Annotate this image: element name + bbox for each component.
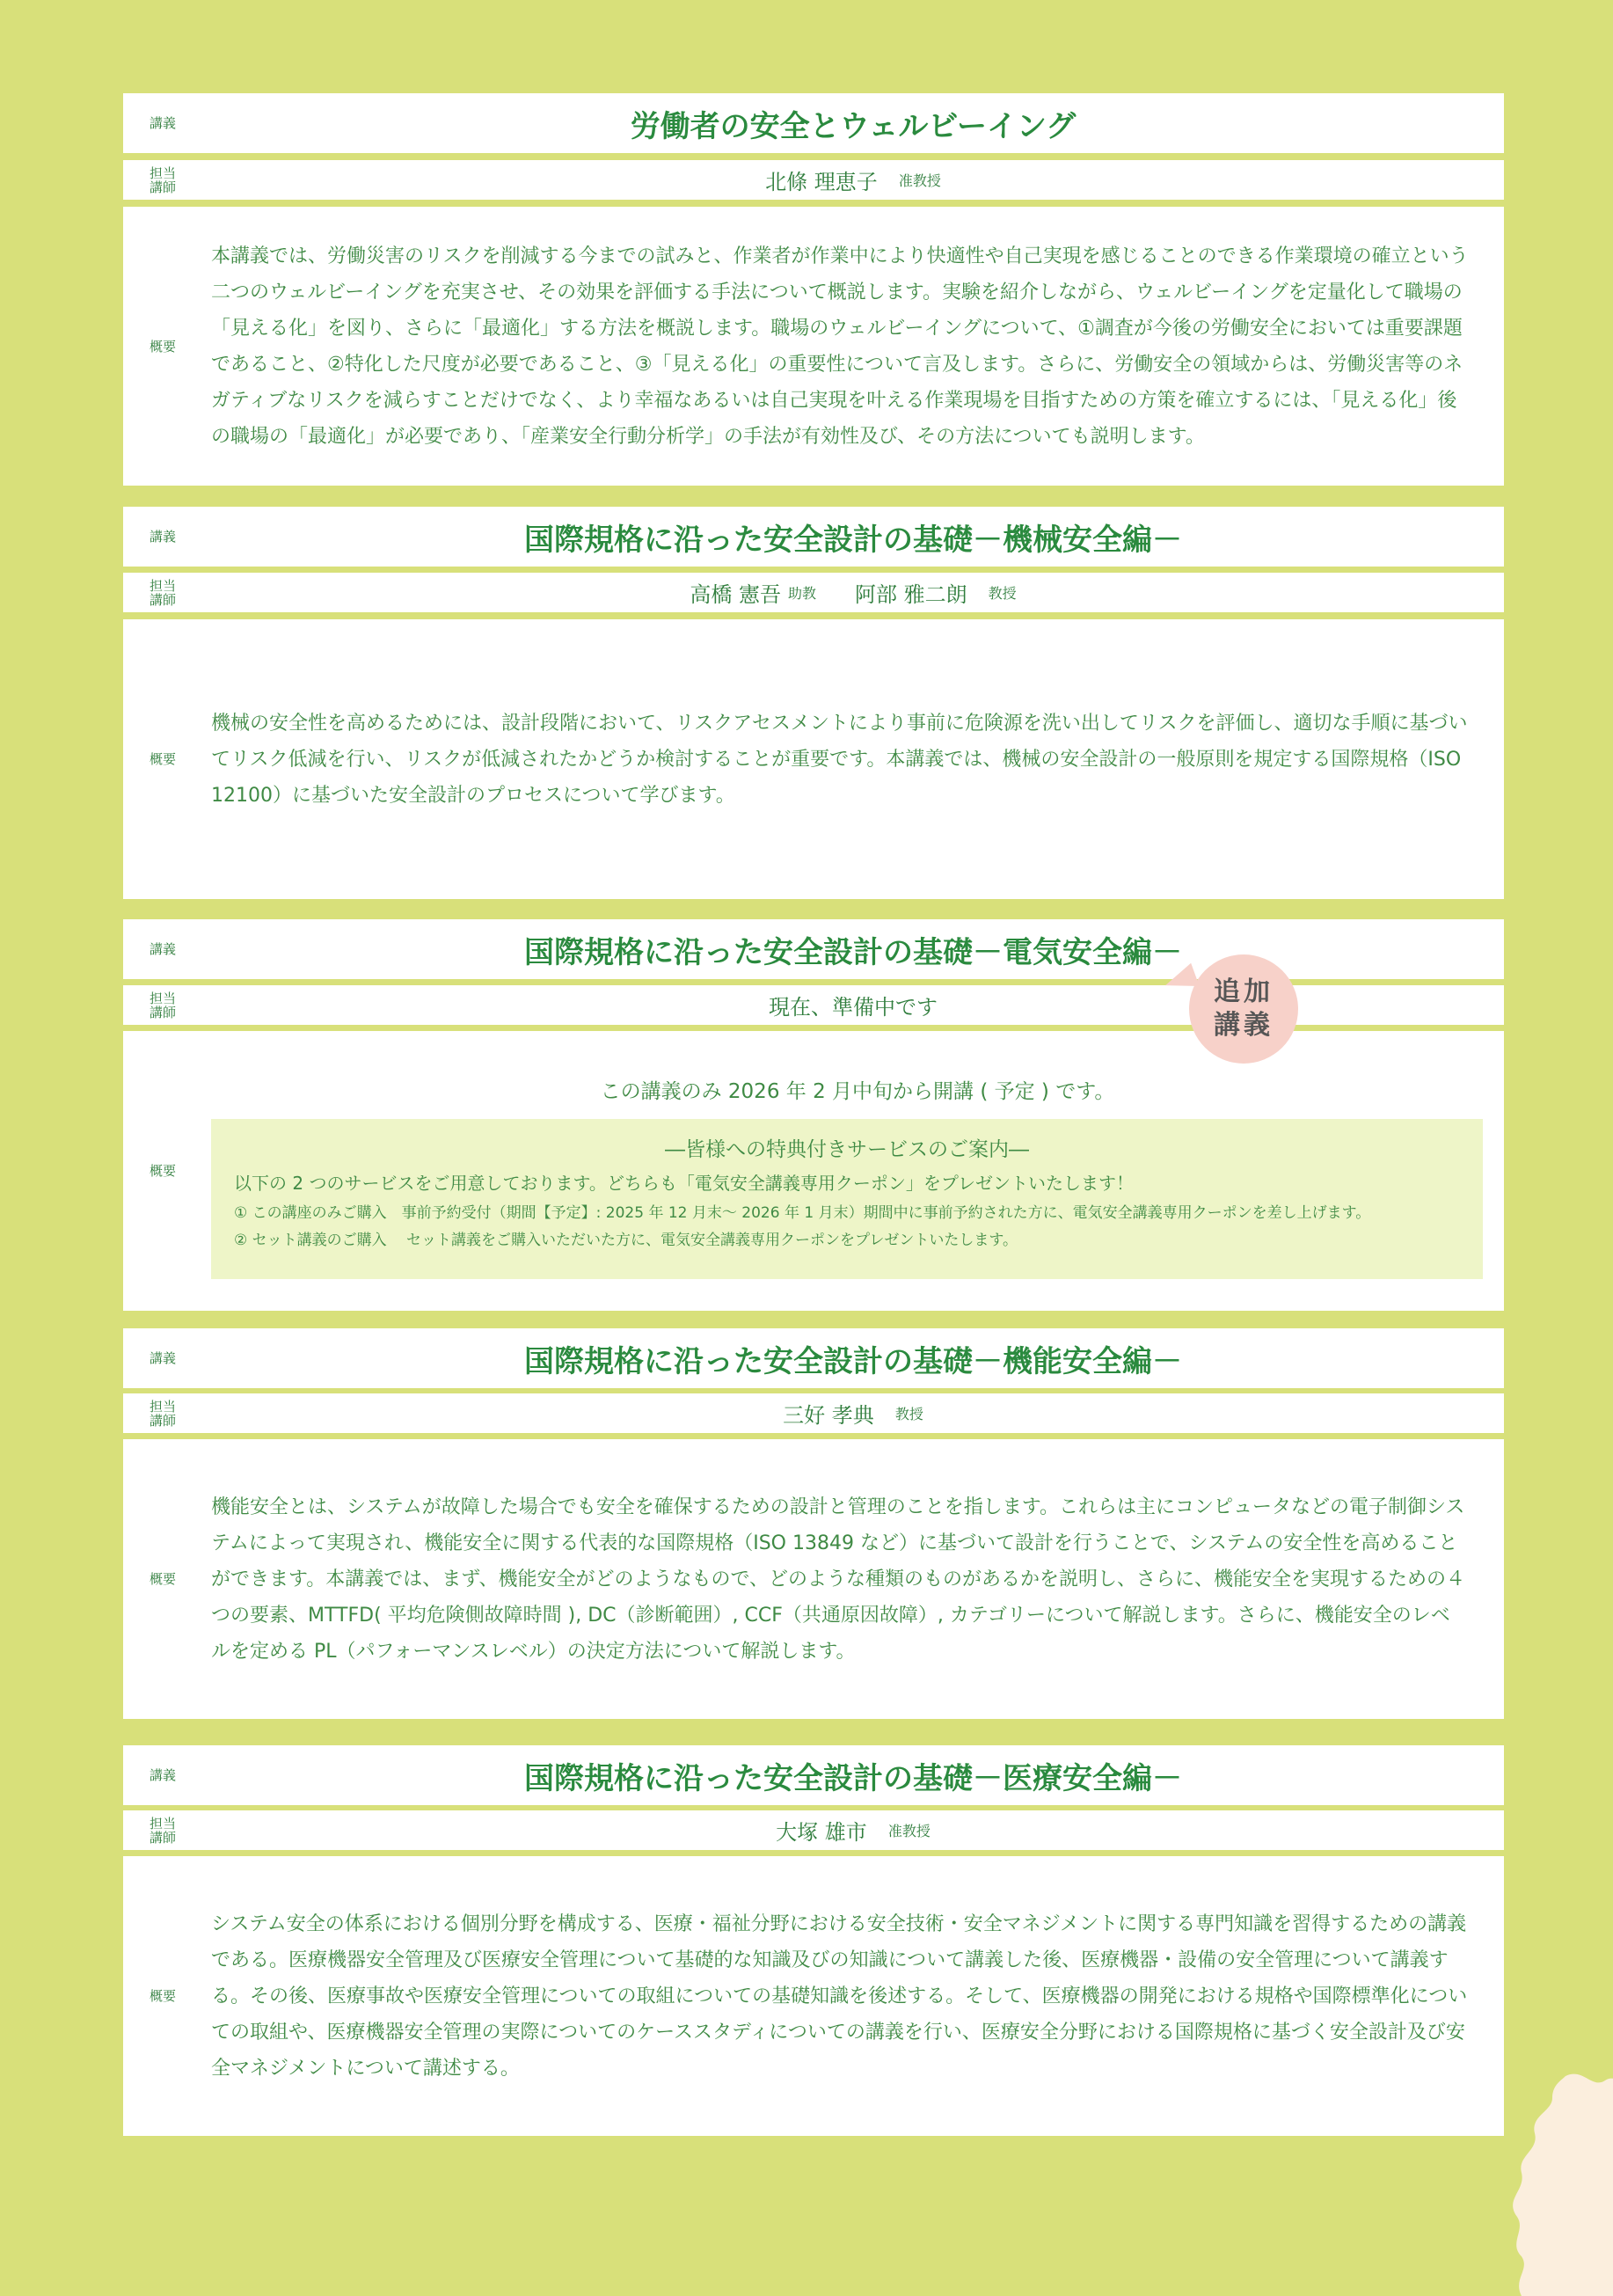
instructor-name: 北條 理恵子	[765, 170, 878, 194]
lecture-label: 講義	[149, 1767, 176, 1783]
instructor-name: 高橋 憲吾	[690, 582, 781, 607]
lecture-summary: 機械の安全性を高めるためには、設計段階において、リスクアセスメントにより事前に危険源を洗い出してリスクを評価し、適切な手順に基づいてリスク低減を行い、リスクが低減されたかどうか検討することが重要です。本講義では、機械の安全設計の一般原則を規定する国際規格（ISO 12100）に基づいた安全設計のプロセスについて学びます。	[211, 712, 1481, 807]
lecture-4-instructor-row	[123, 1393, 1504, 1433]
instructor-info	[202, 160, 1504, 200]
lecture-2-title-row	[123, 507, 1504, 567]
instructor-info	[202, 1810, 1504, 1850]
instructor-info	[202, 573, 1504, 612]
lecture-title: 国際規格に沿った安全設計の基礎－電気安全編－	[524, 934, 1182, 970]
flower-decoration	[1486, 2067, 1613, 2296]
instructor-name: 阿部 雅二朗	[855, 582, 967, 607]
service-heading: ―皆様への特典付きサービスのご案内―	[665, 1138, 1029, 1161]
lecture-label: 講義	[149, 529, 176, 545]
lecture-summary: 本講義では、労働災害のリスクを削減する今までの試みと、作業者が作業中により快適性や自己実現を感じることのできる作業環境の確立という二つのウェルビーイングを充実させ、その効果を評価する手法について概説します。実験を紹介しながら、ウェルビーイングを定量化して職場の「見える化」を図り、さらに「最適化」する方法を概説します。職場のウェルビーイングについて、①調査が今後の労働安全においては重要課題であること、②特化した尺度が必要であること、③「見える化」の重要性について言及します。さらに、労働安全の領域からは、労働災害等のネガティブなリスクを減らすことだけでなく、より幸福なあるいは自己実現を叶える作業現場を目指すための方策を確立するには、「見える化」後の職場の「最適化」が必要であり、「産業安全行動分析学」の手法が有効性及び、その方法についても説明します。	[211, 245, 1469, 448]
summary-label: 概要	[149, 1163, 176, 1179]
service-intro: 以下の 2 つのサービスをご用意しております。どちらも「電気安全講義専用クーポン」をプレゼントいたします！	[234, 1173, 1135, 1194]
lecture-5-title-row	[123, 1745, 1504, 1805]
instructor-label: 担当講師	[149, 577, 176, 608]
lecture-title: 労働者の安全とウェルビーイング	[630, 108, 1077, 144]
lecture-4-summary-row	[123, 1439, 1504, 1719]
lecture-5-summary-row	[123, 1856, 1504, 2136]
lecture-summary: システム安全の体系における個別分野を構成する、医療・福祉分野における安全技術・安全マネジメントに関する専門知識を習得するための講義である。医療機器安全管理及び医療安全管理について基礎的な知識及びの知識について講義した後、医療機器・設備の安全管理について講義する。その後、医療事故や医療安全管理についての取組についての基礎知識を後述する。そして、医療機器の開発における規格や国際標準化についての取組や、医療機器安全管理の実際についてのケーススタディについての講義を行い、医療安全分野における国際規格に基づく安全設計及び安全マネジメントについて講述する。	[211, 1912, 1468, 2080]
lecture-label: 講義	[149, 1350, 176, 1366]
instructor-label: 担当講師	[149, 165, 176, 195]
summary-label: 概要	[149, 1571, 176, 1587]
schedule-notice: この講義のみ 2026 年 2 月中旬から開講 ( 予定 ) です。	[600, 1080, 1115, 1103]
service-item: ① この講座のみご購入 事前予約受付（期間【予定】: 2025 年 12 月末～ 2026 年 1 月末）期間中に事前予約された方に、電気安全講義専用クーポンを差し上げます。	[234, 1204, 1371, 1222]
lecture-title: 国際規格に沿った安全設計の基礎－機械安全編－	[524, 522, 1182, 558]
lecture-summary: 機能安全とは、システムが故障した場合でも安全を確保するための設計と管理のことを指します。これらは主にコンピュータなどの電子制御システムによって実現され、機能安全に関する代表的な国際規格（ISO 13849 など）に基づいて設計を行うことで、システムの安全性を高めることができます。本講義では、まず、機能安全がどのようなもので、どのような種類のものがあるかを説明し、さらに、機能安全を実現するための４つの要素、MTTFD( 平均危険側故障時間 ), DC（診断範囲）, CCF（共通原因故障）, カテゴリーについて解説します。さらに、機能安全のレベルを定める PL（パフォーマンスレベル）の決定方法について解説します。	[211, 1495, 1466, 1663]
instructor-rank: 助教	[787, 585, 816, 602]
lecture-1-title-row	[123, 93, 1504, 153]
service-item: ② セット講義のご購入 セット講義をご購入いただいた方に、電気安全講義専用クーポンをプレゼントいたします。	[234, 1232, 1018, 1249]
summary-label: 概要	[149, 338, 176, 355]
lecture-1-summary-row	[123, 207, 1504, 486]
lecture-1-instructor-row	[123, 160, 1504, 200]
instructor-rank: 教授	[894, 1406, 923, 1422]
instructor-label: 担当講師	[149, 1815, 176, 1846]
instructor-rank: 准教授	[898, 172, 941, 189]
lecture-title: 国際規格に沿った安全設計の基礎－医療安全編－	[524, 1760, 1182, 1796]
instructor-rank: 教授	[988, 585, 1017, 602]
instructor-name: 大塚 雄市	[776, 1820, 867, 1845]
lecture-label: 講義	[149, 941, 176, 957]
instructor-status: 現在、準備中です	[769, 995, 938, 1020]
lecture-title: 国際規格に沿った安全設計の基礎－機能安全編－	[524, 1343, 1182, 1379]
summary-label: 概要	[149, 751, 176, 767]
lecture-2-instructor-row	[123, 573, 1504, 612]
summary-label: 概要	[149, 1988, 176, 2004]
instructor-name: 三好 孝典	[783, 1403, 874, 1428]
lecture-3-summary-row	[123, 1031, 1504, 1311]
additional-lecture-badge: 追加 講義	[1189, 954, 1298, 1064]
lecture-3-title-row	[123, 919, 1504, 979]
instructor-label: 担当講師	[149, 1398, 176, 1429]
instructor-rank: 准教授	[887, 1823, 931, 1839]
instructor-label: 担当講師	[149, 990, 176, 1020]
lecture-2-summary-row	[123, 619, 1504, 899]
instructor-info	[202, 1393, 1504, 1433]
lecture-label: 講義	[149, 115, 176, 131]
service-info-box	[211, 1119, 1483, 1279]
lecture-5-instructor-row	[123, 1810, 1504, 1850]
lecture-4-title-row	[123, 1328, 1504, 1388]
